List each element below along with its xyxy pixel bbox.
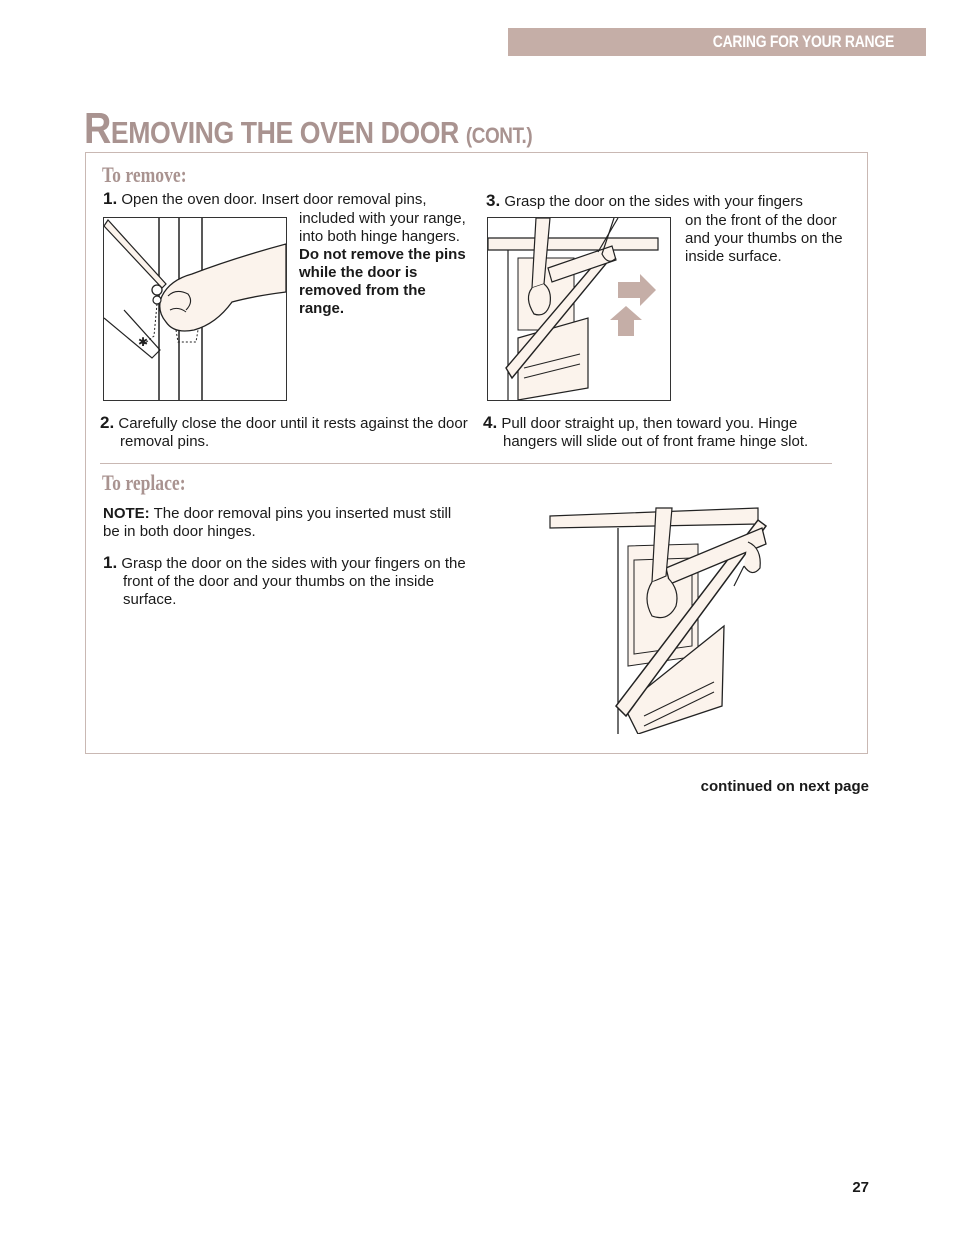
remove-step1-text: included with your range, into both hinge hangers. [299,210,466,245]
remove-step1-warning: Do not remove the pins while the door is removed from the range. [299,246,466,317]
remove-step4-text: Pull door straight up, then toward you. Hinge hangers will slide out of front frame hinge slot. [501,415,809,450]
continued-note: continued on next page [700,778,869,795]
remove-step2-text: Carefully close the door until it rests against the door removal pins. [118,415,468,450]
remove-step3-number: 3. [486,191,501,210]
figure-insert-pins [103,217,287,401]
remove-step3-body: on the front of the door and your thumbs on the inside surface. [685,212,843,265]
page-number: 27 [852,1179,869,1196]
replace-note [103,505,453,541]
remove-step3-line1-text: Grasp the door on the sides with your fingers [504,193,803,210]
remove-step1-body [299,210,467,318]
replace-note-label: NOTE: [103,505,150,522]
replace-step1-text: Grasp the door on the sides with your fingers on the front of the door and your thumbs on the inside surface. [121,555,466,608]
replace-step1-number: 1. [103,553,118,572]
title-initial: R [84,104,111,153]
title-suffix: (CONT.) [465,123,533,148]
remove-step4-number: 4. [483,413,498,432]
remove-step1-line1-text: Open the oven door. Insert door removal pins, [121,191,427,208]
direction-arrows-icon [606,272,662,338]
page-title [84,104,532,154]
title-text: EMOVING THE OVEN DOOR [110,115,459,150]
remove-step4 [483,414,855,451]
insert-pins-illustration [104,218,286,400]
remove-step1-number: 1. [103,189,118,208]
svg-text:✱: ✱ [138,335,149,349]
remove-step2 [100,414,490,451]
remove-step1-line1 [103,190,463,209]
replace-door-illustration [548,506,770,734]
section-divider [100,463,832,464]
remove-heading: To remove: [102,162,187,187]
replace-note-text: The door removal pins you inserted must still be in both door hinges. [103,505,452,540]
section-header-bar [508,28,926,56]
replace-step1 [103,554,485,609]
remove-step2-number: 2. [100,413,115,432]
section-header-label: CARING FOR YOUR RANGE [712,32,894,51]
remove-step3-line1 [486,192,846,211]
replace-heading: To replace: [102,470,186,495]
